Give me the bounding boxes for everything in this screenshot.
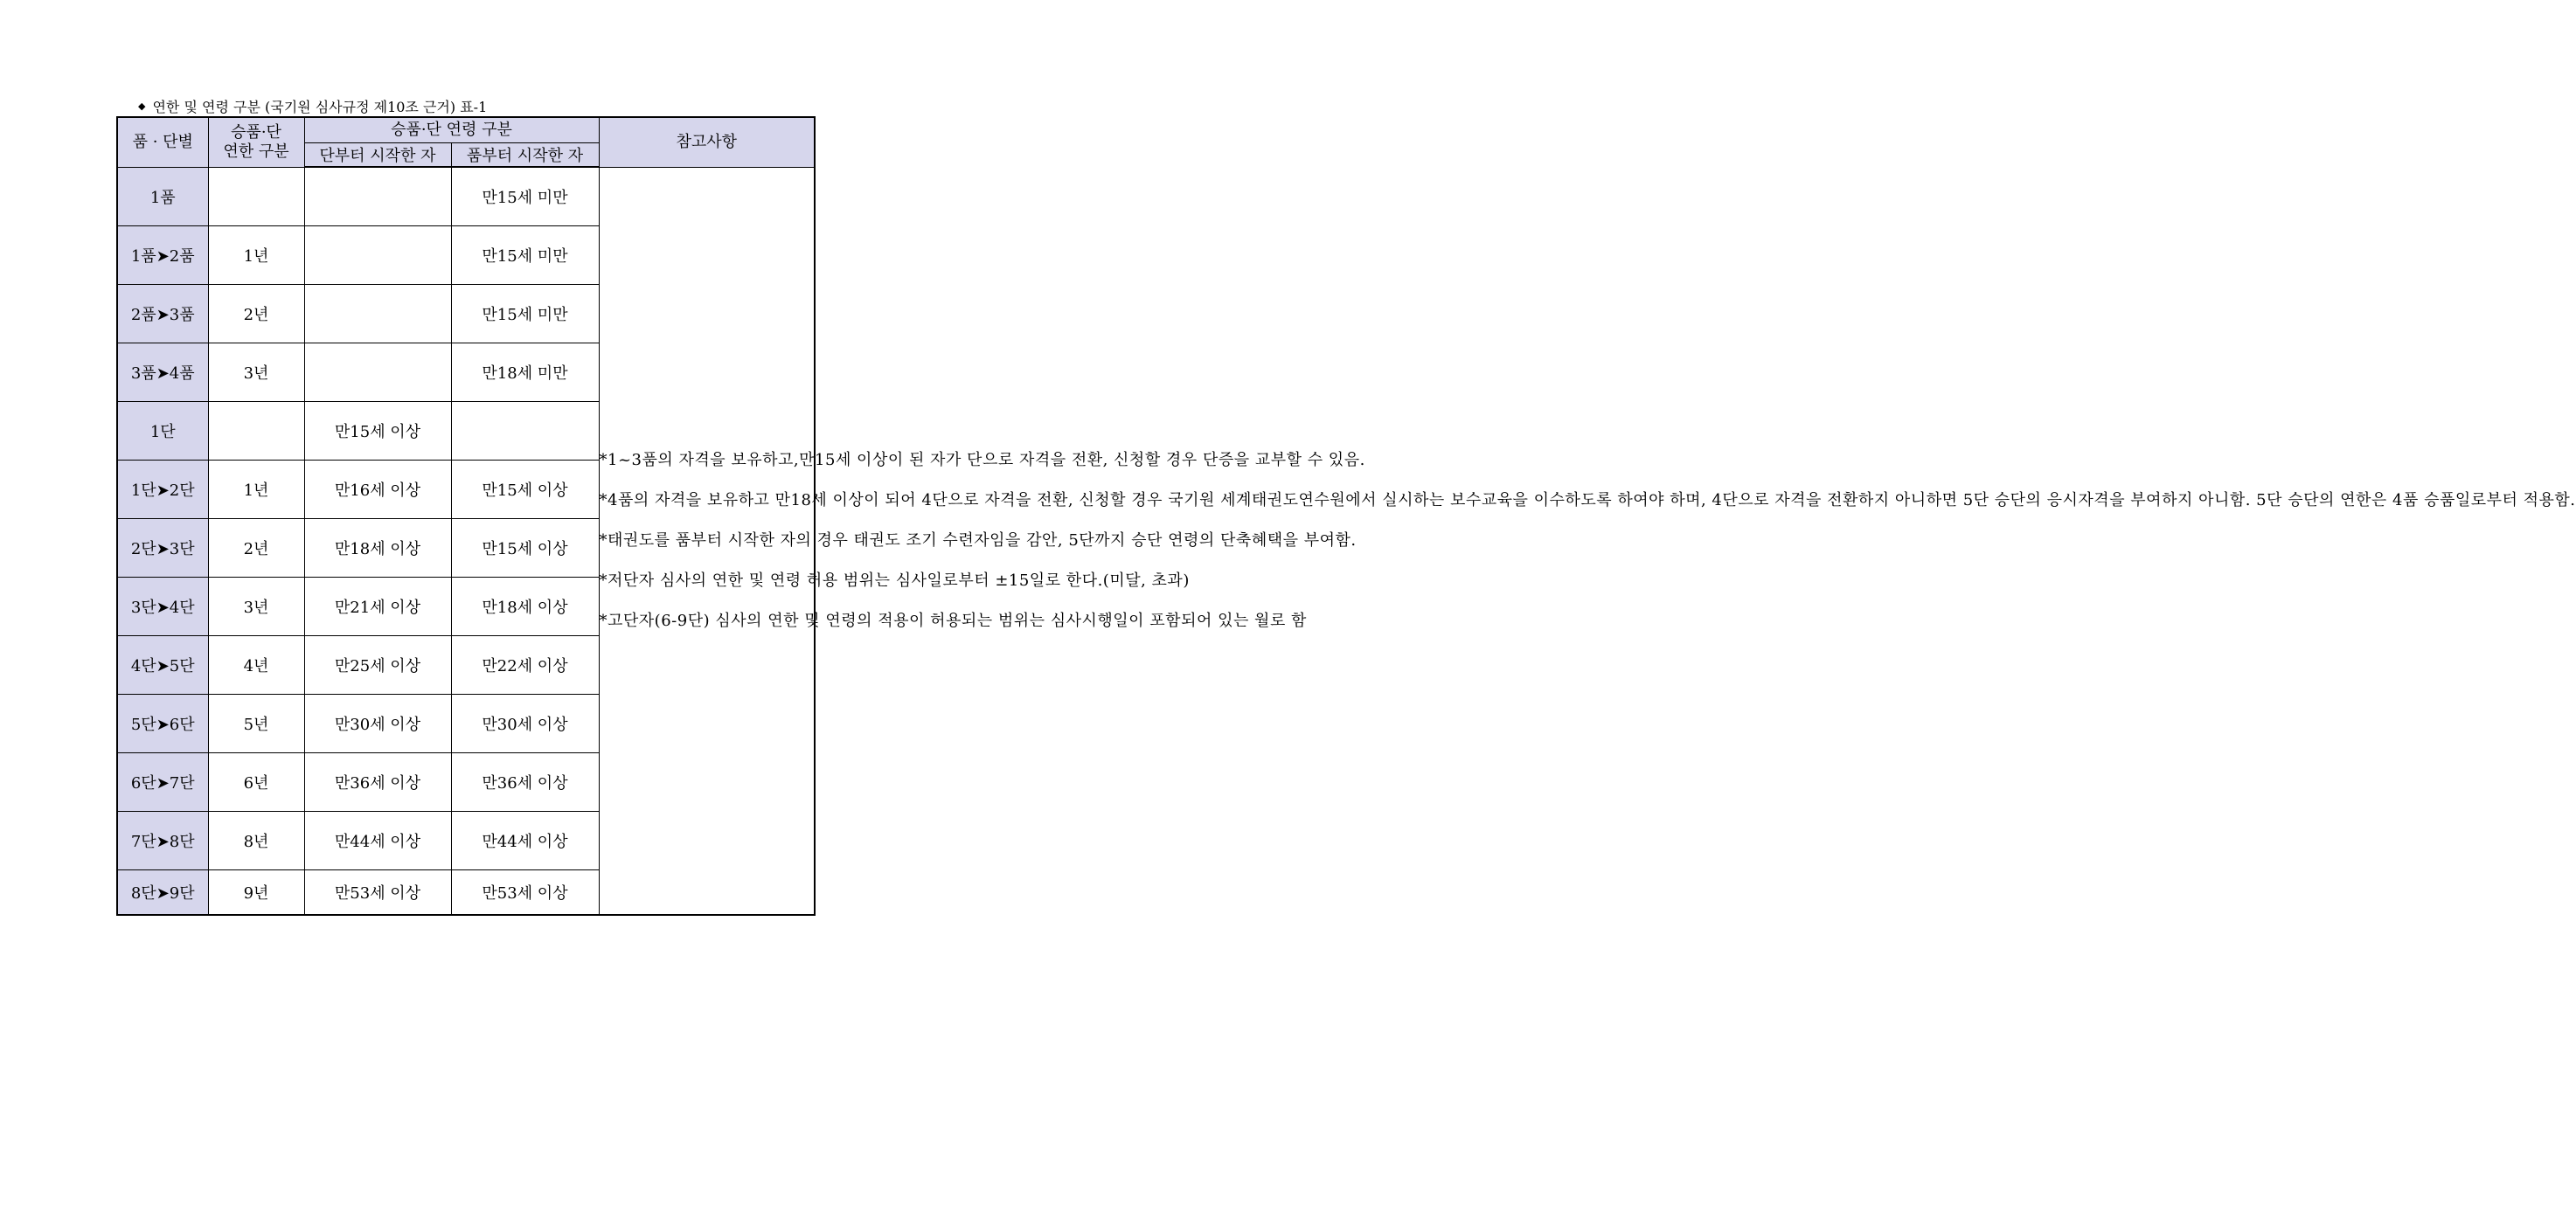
row-dan-age: 만21세 이상 xyxy=(304,577,451,635)
row-poom-age: 만53세 이상 xyxy=(451,869,599,915)
row-dan-age xyxy=(304,225,451,284)
row-dan-age: 만44세 이상 xyxy=(304,811,451,869)
table-caption xyxy=(138,96,487,116)
header-period xyxy=(208,117,304,167)
grade-age-table xyxy=(116,116,2576,916)
row-grade: 3품➤4품 xyxy=(117,343,208,401)
row-grade: 2단➤3단 xyxy=(117,518,208,577)
note-item: *태권도를 품부터 시작한 자의 경우 태권도 조기 수련자임을 감안, 5단까지 승단 연령의 단축혜택을 부여함. xyxy=(599,530,1357,550)
row-grade: 1품➤2품 xyxy=(117,225,208,284)
row-period: 6년 xyxy=(208,752,304,811)
row-poom-age: 만30세 이상 xyxy=(451,694,599,752)
row-period: 8년 xyxy=(208,811,304,869)
row-period: 2년 xyxy=(208,518,304,577)
row-poom-age: 만15세 이상 xyxy=(451,518,599,577)
row-grade: 1단 xyxy=(117,401,208,460)
row-poom-age: 만36세 이상 xyxy=(451,752,599,811)
notes-cell xyxy=(599,167,2576,915)
row-poom-age: 만15세 미만 xyxy=(451,284,599,343)
row-dan-age: 만53세 이상 xyxy=(304,869,451,915)
row-grade: 3단➤4단 xyxy=(117,577,208,635)
header-from-dan: 단부터 시작한 자 xyxy=(304,142,451,167)
row-dan-age xyxy=(304,343,451,401)
row-grade: 1품 xyxy=(117,167,208,225)
row-grade: 8단➤9단 xyxy=(117,869,208,915)
note-item: *저단자 심사의 연한 및 연령 허용 범위는 심사일로부터 ±15일로 한다.(미달, 초과) xyxy=(599,571,1190,590)
row-grade: 1단➤2단 xyxy=(117,460,208,518)
row-grade: 2품➤3품 xyxy=(117,284,208,343)
row-period xyxy=(208,167,304,225)
row-dan-age: 만30세 이상 xyxy=(304,694,451,752)
row-period: 5년 xyxy=(208,694,304,752)
table-row xyxy=(117,167,815,225)
row-poom-age xyxy=(451,401,599,460)
row-poom-age: 만15세 미만 xyxy=(451,225,599,284)
row-dan-age: 만25세 이상 xyxy=(304,635,451,694)
header-from-poom: 품부터 시작한 자 xyxy=(451,142,599,167)
row-poom-age: 만44세 이상 xyxy=(451,811,599,869)
row-dan-age xyxy=(304,284,451,343)
row-period: 9년 xyxy=(208,869,304,915)
row-poom-age: 만18세 미만 xyxy=(451,343,599,401)
row-period: 1년 xyxy=(208,225,304,284)
note-item: *4품의 자격을 보유하고 만18세 이상이 되어 4단으로 자격을 전환, 신청할 경우 국기원 세계태권도연수원에서 실시하는 보수교육을 이수하도록 하여야 하며, 4단으로 자격을 전환하지 아니하면 5단 승단의 응시자격을 부여하지 아니함. 5단 승단의 연한은 4품 승품일로부터 적용함. xyxy=(599,490,2576,509)
diamond-bullet-icon: ◆ xyxy=(138,100,146,112)
row-period: 3년 xyxy=(208,577,304,635)
header-notes: 참고사항 xyxy=(599,117,815,167)
row-grade: 4단➤5단 xyxy=(117,635,208,694)
row-dan-age: 만15세 이상 xyxy=(304,401,451,460)
row-dan-age: 만18세 이상 xyxy=(304,518,451,577)
row-poom-age: 만15세 이상 xyxy=(451,460,599,518)
row-dan-age: 만36세 이상 xyxy=(304,752,451,811)
row-period: 3년 xyxy=(208,343,304,401)
row-poom-age: 만18세 이상 xyxy=(451,577,599,635)
row-period: 4년 xyxy=(208,635,304,694)
row-period: 2년 xyxy=(208,284,304,343)
row-grade: 7단➤8단 xyxy=(117,811,208,869)
note-item: *고단자(6-9단) 심사의 연한 및 연령의 적용이 허용되는 범위는 심사시행일이 포함되어 있는 월로 함 xyxy=(599,611,1307,630)
note-item: *1~3품의 자격을 보유하고,만15세 이상이 된 자가 단으로 자격을 전환, 신청할 경우 단증을 교부할 수 있음. xyxy=(599,450,1365,469)
row-poom-age: 만22세 이상 xyxy=(451,635,599,694)
row-dan-age: 만16세 이상 xyxy=(304,460,451,518)
row-grade: 5단➤6단 xyxy=(117,694,208,752)
header-period-line1: 승품·단 xyxy=(231,122,281,142)
caption-text: 연한 및 연령 구분 (국기원 심사규정 제10조 근거) 표-1 xyxy=(152,99,488,115)
row-period: 1년 xyxy=(208,460,304,518)
row-grade: 6단➤7단 xyxy=(117,752,208,811)
row-dan-age xyxy=(304,167,451,225)
row-poom-age: 만15세 미만 xyxy=(451,167,599,225)
row-period xyxy=(208,401,304,460)
header-grade: 품 · 단별 xyxy=(117,117,208,167)
header-age-group: 승품·단 연령 구분 xyxy=(304,117,599,142)
header-period-line2: 연한 구분 xyxy=(223,142,289,161)
